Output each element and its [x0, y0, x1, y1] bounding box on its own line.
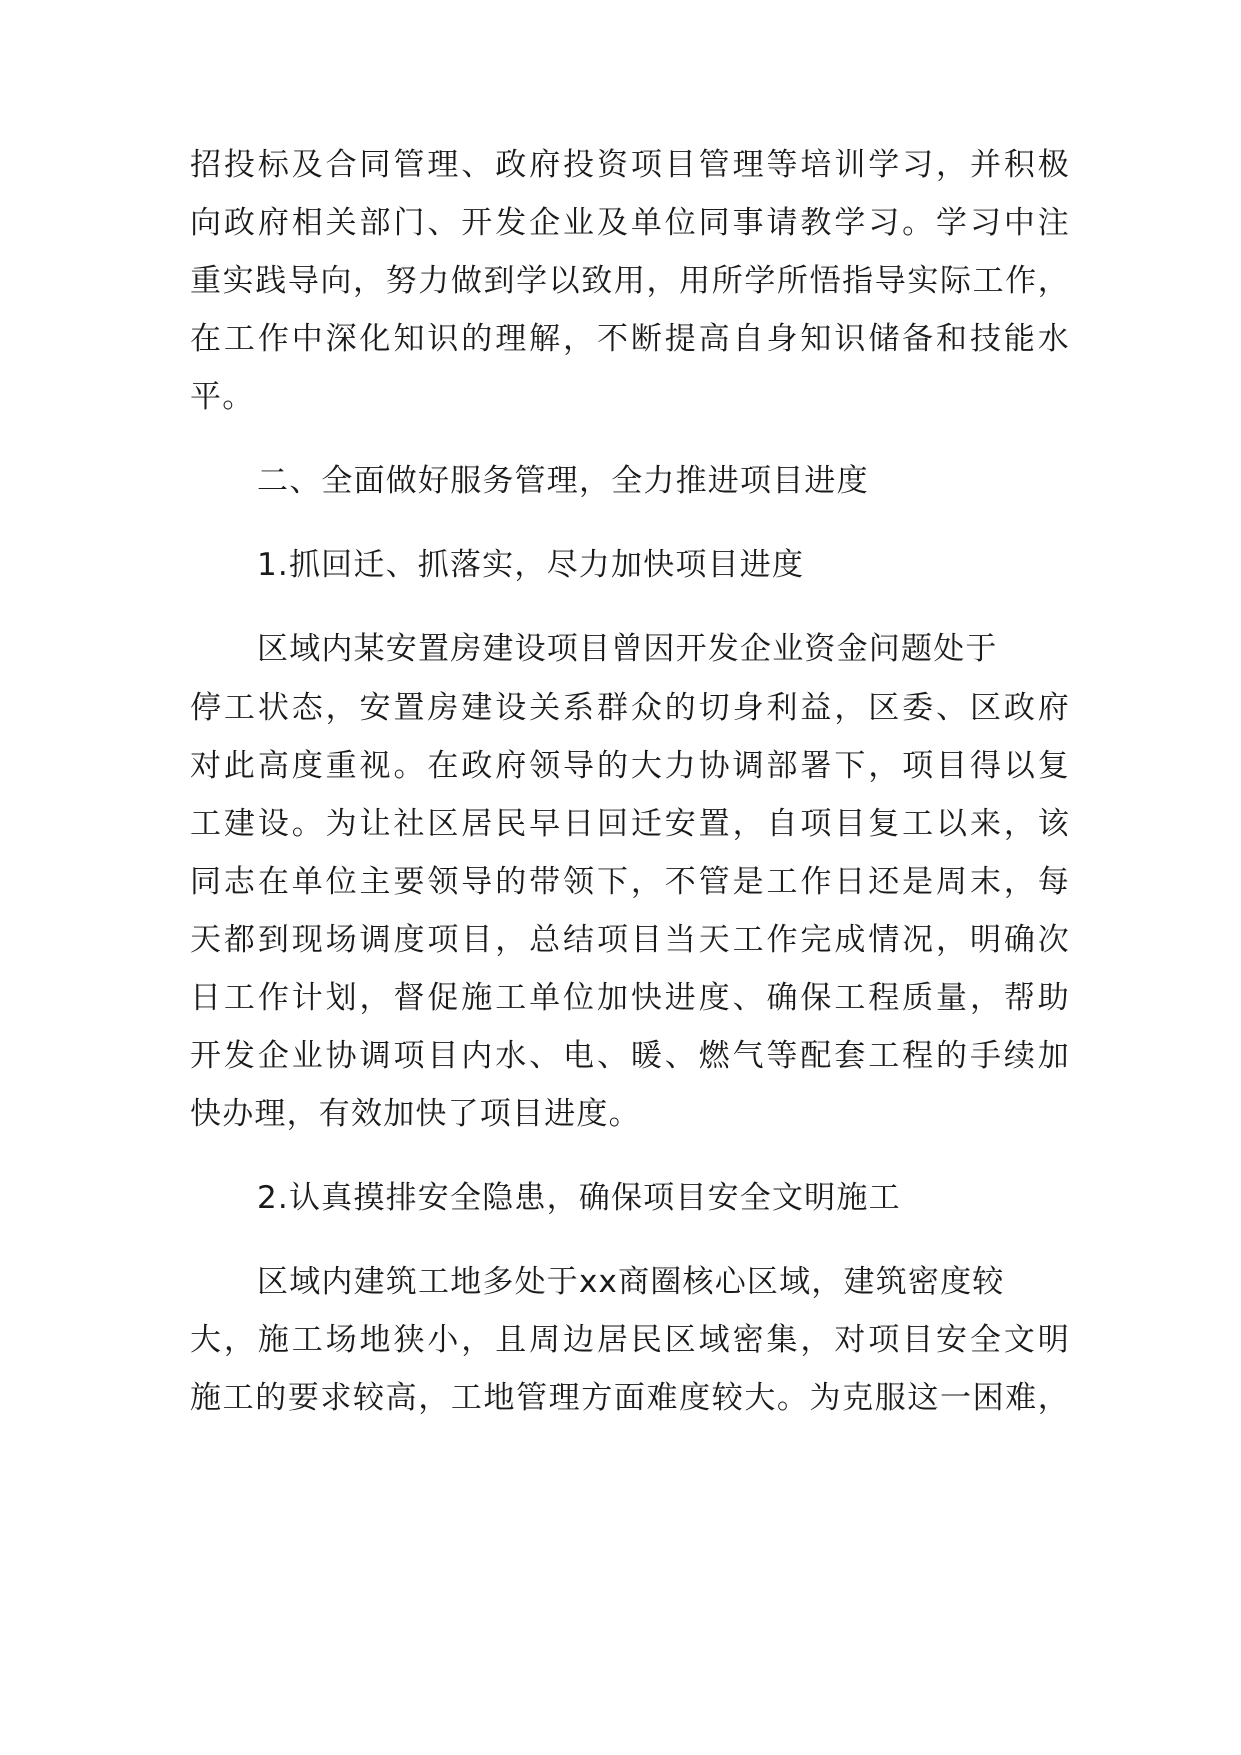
paragraph-line: 区域内建筑工地多处于xx商圈核心区域，建筑密度较: [257, 1264, 1005, 1300]
paragraph-line: 天都到现场调度项目，总结项目当天工作完成情况，明确次: [190, 922, 1070, 958]
subsection-heading: 2.认真摸排安全隐患，确保项目安全文明施工: [257, 1180, 901, 1216]
paragraph-line: 停工状态，安置房建设关系群众的切身利益，区委、区政府: [190, 690, 1070, 726]
paragraph-line: 重实践导向，努力做到学以致用，用所学所悟指导实际工作，: [190, 263, 1070, 299]
paragraph-line: 施工的要求较高，工地管理方面难度较大。为克服这一困难，: [190, 1380, 1070, 1416]
paragraph-line: 同志在单位主要领导的带领下，不管是工作日还是周末，每: [190, 864, 1070, 900]
paragraph-line: 在工作中深化知识的理解，不断提高自身知识储备和技能水: [190, 321, 1070, 357]
paragraph-line: 平。: [190, 379, 255, 415]
paragraph-line: 招投标及合同管理、政府投资项目管理等培训学习，并积极: [190, 147, 1070, 183]
paragraph-line: 大，施工场地狭小，且周边居民区域密集，对项目安全文明: [190, 1322, 1070, 1358]
paragraph-line: 区域内某安置房建设项目曾因开发企业资金问题处于: [257, 631, 998, 667]
paragraph-line: 快办理，有效加快了项目进度。: [190, 1096, 641, 1132]
paragraph-line: 向政府相关部门、开发企业及单位同事请教学习。学习中注: [190, 205, 1070, 241]
paragraph-line: 工建设。为让社区居民早日回迁安置，自项目复工以来，该: [190, 806, 1070, 842]
subsection-heading: 1.抓回迁、抓落实，尽力加快项目进度: [257, 547, 805, 583]
paragraph-line: 开发企业协调项目内水、电、暖、燃气等配套工程的手续加: [190, 1038, 1070, 1074]
paragraph-line: 对此高度重视。在政府领导的大力协调部署下，项目得以复: [190, 748, 1070, 784]
paragraph-line: 日工作计划，督促施工单位加快进度、确保工程质量，帮助: [190, 980, 1070, 1016]
section-heading: 二、全面做好服务管理，全力推进项目进度: [257, 463, 869, 499]
